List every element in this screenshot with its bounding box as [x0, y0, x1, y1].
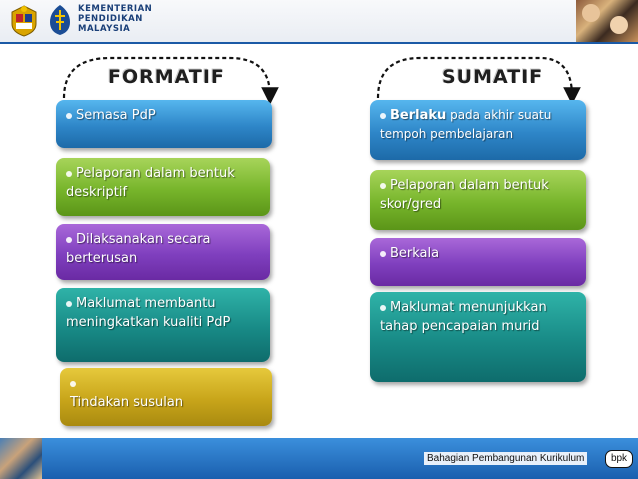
ministry-name: [78, 4, 152, 34]
photo-face: [582, 4, 600, 22]
footer-division-label: Bahagian Pembangunan Kurikulum: [424, 452, 587, 465]
bullet-icon: [66, 113, 72, 119]
bullet-icon: [70, 381, 76, 387]
bullet-icon: [66, 171, 72, 177]
footer-photo-collage: [0, 438, 42, 479]
sumatif-item-3: Berkala: [370, 238, 586, 286]
formatif-item-2: Pelaporan dalam bentuk deskriptif: [56, 158, 270, 216]
ministry-line-2: PENDIDIKAN: [78, 14, 143, 24]
kpm-logo-icon: [48, 4, 72, 36]
photo-face: [610, 16, 628, 34]
sumatif-title: SUMATIF: [442, 66, 544, 88]
formatif-item-4: Maklumat membantu meningkatkan kualiti PdP: [56, 288, 270, 362]
bullet-icon: [66, 301, 72, 307]
header-photo-collage: [576, 0, 638, 42]
sumatif-item-4: Maklumat menunjukkan tahap pencapaian murid: [370, 292, 586, 382]
header-bar: [0, 0, 638, 44]
ministry-line-1: KEMENTERIAN: [78, 4, 153, 14]
formatif-item-3: Dilaksanakan secara berterusan: [56, 224, 270, 280]
bpk-logo-icon: bpk: [605, 450, 633, 468]
malaysia-coat-of-arms-icon: [6, 4, 42, 38]
formatif-title: FORMATIF: [108, 66, 225, 88]
sumatif-item-1: Berlaku pada akhir suatu tempoh pembelajaran: [370, 100, 586, 160]
bullet-icon: [66, 237, 72, 243]
bullet-icon: [380, 305, 386, 311]
bullet-icon: [380, 251, 386, 257]
bullet-icon: [380, 113, 386, 119]
formatif-item-5: Tindakan susulan: [60, 368, 272, 426]
sumatif-item-2: Pelaporan dalam bentuk skor/gred: [370, 170, 586, 230]
bullet-icon: [380, 183, 386, 189]
formatif-item-1: Semasa PdP: [56, 100, 272, 148]
ministry-line-3: MALAYSIA: [78, 24, 131, 34]
